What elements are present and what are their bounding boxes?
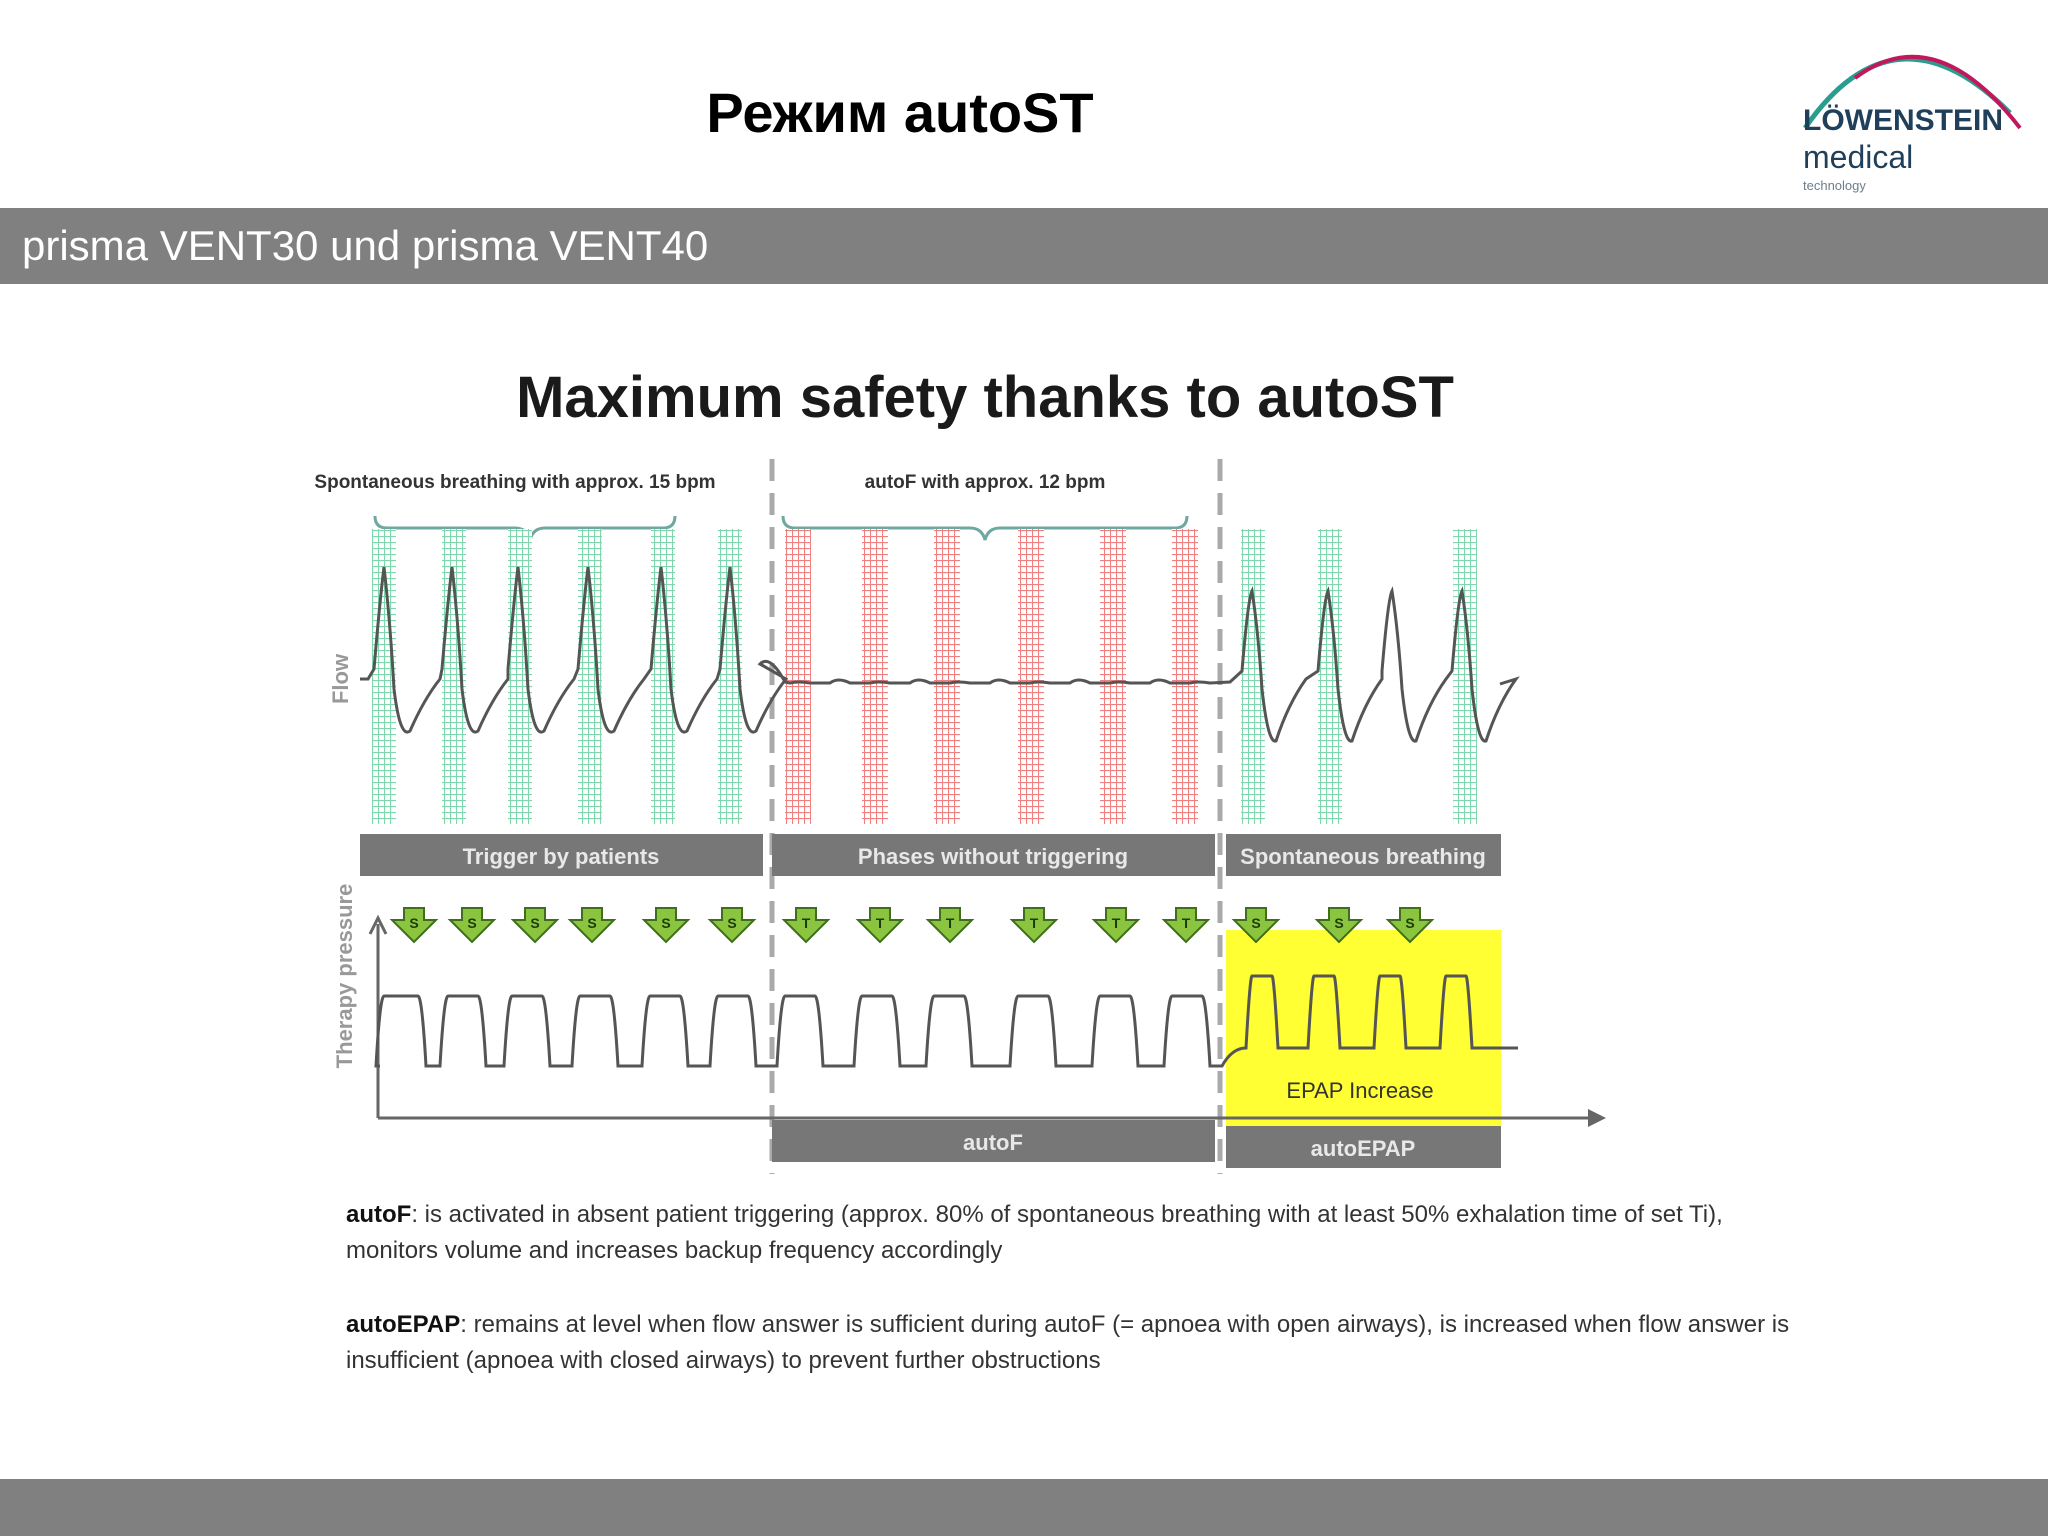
brace-label-spontaneous: Spontaneous breathing with approx. 15 bpm [314,472,716,493]
trigger-marker-label: T [801,915,811,931]
trigger-marker-label: S [727,915,737,931]
forced-breath-band [934,529,960,824]
subtitle-text: prisma VENT30 und prisma VENT40 [22,222,709,269]
trigger-marker [784,908,828,942]
trigger-marker-label: T [875,915,885,931]
caption-autoepap-text: : remains at level when flow answer is sufficient during autoF (= apnoea with open airways), is increased when flow answer is insufficient (apnoea with closed airways) to prevent further obstructions [346,1311,1790,1374]
trigger-marker [644,908,688,942]
phase-label-spontaneous: Spontaneous breathing [1240,844,1486,869]
trigger-marker [392,908,436,942]
slide-title: Режим autoST [706,81,1094,144]
forced-breath-band [1172,529,1198,824]
logo-line1: LÖWENSTEIN [1803,104,2003,137]
phase-label-no-trigger: Phases without triggering [857,844,1129,869]
trigger-marker [570,908,614,942]
logo-line3: technology [1803,178,1866,193]
forced-breath-band [1100,529,1126,824]
trigger-marker-label: S [409,915,419,931]
caption-autof-text: : is activated in absent patient triggering (approx. 80% of spontaneous breathing with at least 50% exhalation time of set Ti), monitors volume and increases backup frequency accordingly [346,1201,1723,1264]
trigger-marker-label: S [530,915,540,931]
trigger-marker [1012,908,1056,942]
caption-autof-term: autoF [346,1201,412,1228]
trigger-marker [858,908,902,942]
mode-label-autoepap: autoEPAP [1310,1136,1416,1161]
trigger-marker-label: T [1181,915,1191,931]
trigger-marker-label: T [1029,915,1039,931]
forced-breath-band [1018,529,1044,824]
mode-label-autof: autoF [963,1130,1023,1155]
trigger-marker [450,908,494,942]
forced-breath-band [785,529,811,824]
epap-label: EPAP Increase [1286,1078,1434,1103]
trigger-marker-label: S [467,915,477,931]
time-x-arrow [1588,1109,1606,1127]
caption-autof [346,1197,1816,1269]
forced-breath-band [862,529,888,824]
trigger-marker [1164,908,1208,942]
phase-label-trigger: Trigger by patients [462,844,660,869]
footer-bar [0,1479,2048,1536]
trigger-marker-label: S [1334,915,1344,931]
trigger-marker-label: T [1111,915,1121,931]
spontaneous-breath-band [1453,529,1477,824]
trigger-marker-label: T [945,915,955,931]
trigger-marker-label: S [1405,915,1415,931]
flow-axis-label: Flow [328,653,353,705]
logo-line2: medical [1803,139,1914,175]
trigger-marker [1094,908,1138,942]
trigger-marker [928,908,972,942]
pressure-axis-label: Therapy pressure [332,883,357,1069]
brace-autof [783,516,1187,540]
trigger-marker-label: S [661,915,671,931]
trigger-marker [513,908,557,942]
trigger-marker-label: S [587,915,597,931]
company-logo [1795,18,2035,198]
trigger-marker-label: S [1251,915,1261,931]
autost-diagram [0,284,2048,1479]
trigger-marker [710,908,754,942]
subtitle-bar [0,208,2048,284]
epap-highlight [1226,930,1501,1140]
figure-title: Maximum safety thanks to autoST [516,365,1454,430]
brace-label-autof: autoF with approx. 12 bpm [864,472,1106,493]
caption-autoepap [346,1307,1816,1379]
caption-autoepap-term: autoEPAP [346,1311,461,1338]
